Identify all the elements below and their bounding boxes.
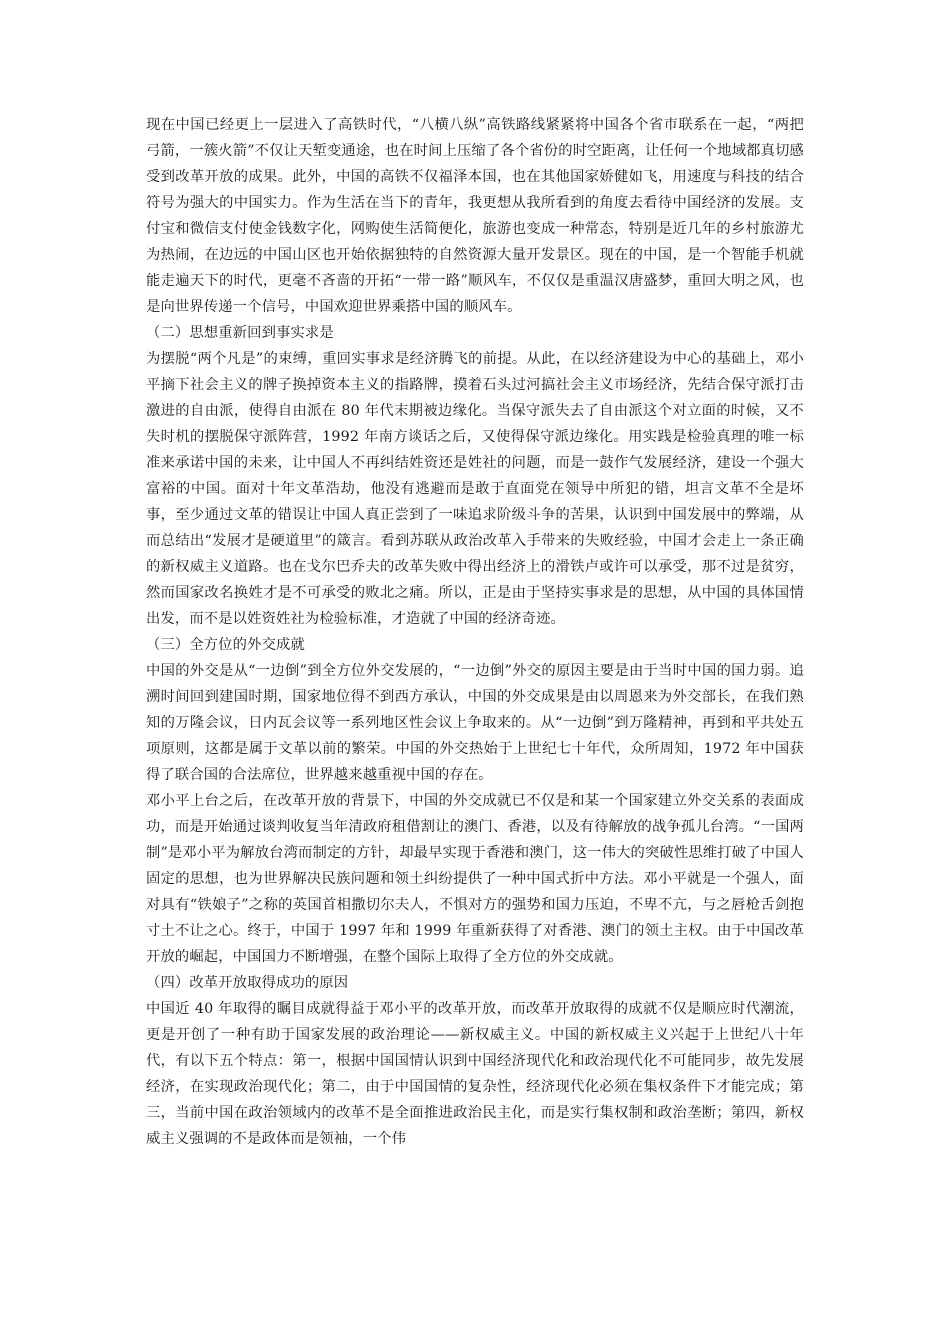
section-heading-3: （三）全方位的外交成就	[146, 637, 305, 653]
paragraph-diplomacy-history: 中国的外交是从“一边倒”到全方位外交发展的，“一边倒”外交的原因主要是由于当时中国的国力弱。追溯时间回到建国时期，国家地位得不到西方承认，中国的外交成果是由以周恩来为外交部长，在我们熟知的万隆会议，日内瓦会议等一系列地区性会议上争取来的。从“一边倒”到万隆精神，再到和平共处五项原则，这都是属于文革以前的繁荣。中国的外交热始于上世纪七十年代，众所周知，1972 年中国获得了联合国的合法席位，世界越来越重视中国的存在。	[146, 663, 804, 783]
section-heading-2: （二）思想重新回到事实求是	[146, 325, 334, 341]
paragraph-seeking-truth: 为摆脱“两个凡是”的束缚，重回实事求是经济腾飞的前提。从此，在以经济建设为中心的基础上，邓小平摘下社会主义的牌子换掉资本主义的指路牌，摸着石头过河搞社会主义市场经济，先结合保守派打击激进的自由派，使得自由派在 80 年代末期被边缘化。当保守派失去了自由派这个对立面的时候，又不失时机的摆脱保守派阵营，1992 年南方谈话之后，又使得保守派边缘化。用实践是检验真理的唯一标准来承诺中国的未来，让中国人不再纠结姓资还是姓社的问题，而是一鼓作气发展经济，建设一个强大富裕的中国。面对十年文革浩劫，他没有逃避而是敢于直面党在领导中所犯的错，坦言文革不全是坏事，至少通过文革的错误让中国人真正尝到了一味追求阶级斗争的苦果，认识到中国发展中的弊端，从而总结出“发展才是硬道里”的箴言。看到苏联从政治改革入手带来的失败经验，中国才会走上一条正确的新权威主义道路。也在戈尔巴乔夫的改革失败中得出经济上的滑铁卢或许可以承受，那不过是贫穷，然而国家改名换姓才是不可承受的败北之痛。所以，正是由于坚持实事求是的思想，从中国的具体国情出发，而不是以姓资姓社为检验标准，才造就了中国的经济奇迹。	[146, 351, 804, 627]
paragraph-high-speed-rail: 现在中国已经更上一层进入了高铁时代，“八横八纵”高铁路线紧紧将中国各个省市联系在一起，“两把弓箭，一簇火箭”不仅让天堑变通途，也在时间上压缩了各个省份的时空距离，让任何一个地域都真切感受到改革开放的成果。此外，中国的高铁不仅福泽本国，也在其他国家娇健如飞，用速度与科技的结合符号为强大的中国实力。作为生活在当下的青年，我更想从我所看到的角度去看待中国经济的发展。支付宝和微信支付使金钱数字化，网购使生活简便化，旅游也变成一种常态，特别是近几年的乡村旅游尤为热闹，在边远的中国山区也开始依据独特的自然资源大量开发景区。现在的中国，是一个智能手机就能走遍天下的时代，更毫不吝啬的开拓“一带一路”顺风车，不仅仅是重温汉唐盛梦，重回大明之风，也是向世界传递一个信号，中国欢迎世界乘搭中国的顺风车。	[146, 117, 804, 315]
paragraph-reform-reasons: 中国近 40 年取得的瞩目成就得益于邓小平的改革开放，而改革开放取得的成就不仅是顺应时代潮流，更是开创了一种有助于国家发展的政治理论——新权威主义。中国的新权威主义兴起于上世纪八十年代，有以下五个特点：第一，根据中国国情认识到中国经济现代化和政治现代化不可能同步，故先发展经济，在实现政治现代化；第二，由于中国国情的复杂性，经济现代化必须在集权条件下才能完成；第三，当前中国在政治领域内的改革不是全面推进政治民主化，而是实行集权制和政治垄断；第四，新权威主义强调的不是政体而是领袖，一个伟	[146, 1001, 804, 1147]
paragraph-diplomacy-reform: 邓小平上台之后，在改革开放的背景下，中国的外交成就已不仅是和某一个国家建立外交关系的表面成功，而是开始通过谈判收复当年清政府租借割让的澳门、香港，以及有待解放的战争孤儿台湾。“一国两制”是邓小平为解放台湾而制定的方针，却最早实现于香港和澳门，这一伟大的突破性思维打破了中国人固定的思想，也为世界解决民族问题和领土纠纷提供了一种中国式折中方法。邓小平就是一个强人，面对具有“铁娘子”之称的英国首相撒切尔夫人，不惧对方的强势和国力压迫，不卑不亢，与之唇枪舌剑抱寸土不让之心。终于，中国于 1997 年和 1999 年重新获得了对香港、澳门的领土主权。由于中国改革开放的崛起，中国国力不断增强，在整个国际上取得了全方位的外交成就。	[146, 793, 804, 965]
section-heading-4: （四）改革开放取得成功的原因	[146, 975, 349, 991]
document-body	[146, 112, 804, 1152]
